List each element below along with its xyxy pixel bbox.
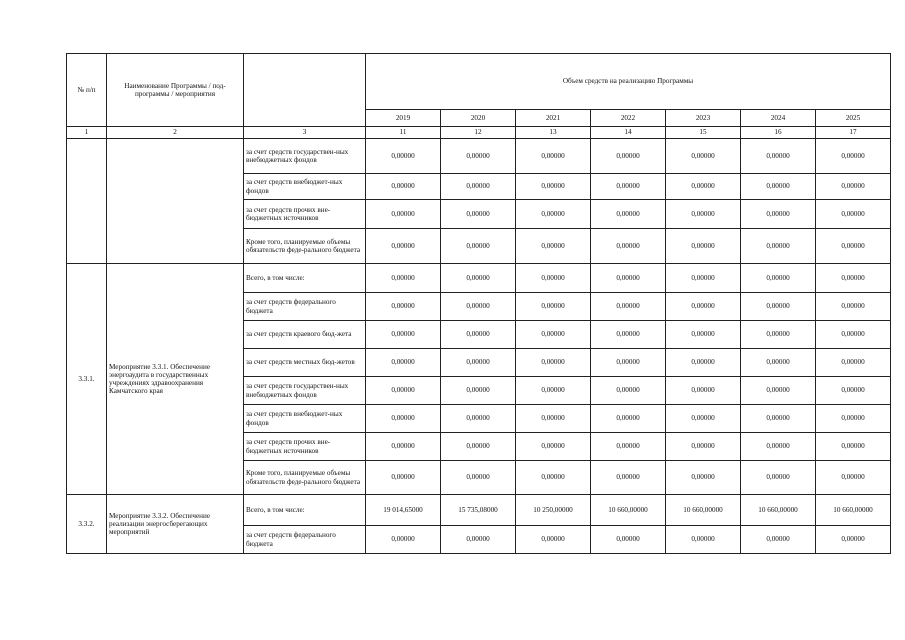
value-cell: 0,00000: [441, 229, 516, 264]
measure-number: 3.3.1.: [67, 264, 107, 495]
value-cell: 0,00000: [666, 526, 741, 554]
value-cell: 0,00000: [441, 321, 516, 349]
measure-name: Мероприятие 3.3.2. Обеспечение реализации энергосберегающих мероприятий: [107, 495, 244, 554]
value-cell: 0,00000: [441, 349, 516, 377]
value-cell: 0,00000: [591, 433, 666, 461]
value-cell: 0,00000: [441, 139, 516, 174]
value-cell: 0,00000: [591, 321, 666, 349]
value-cell: 0,00000: [591, 377, 666, 405]
source-label: Кроме того, планируемые объемы обязательств феде-рального бюджета: [244, 229, 366, 264]
source-label: за счет средств внебюджет-ных фондов: [244, 405, 366, 433]
value-cell: 0,00000: [741, 405, 816, 433]
value-cell: 0,00000: [666, 174, 741, 200]
value-cell: 0,00000: [666, 349, 741, 377]
col-header-number: № п/п: [67, 54, 107, 127]
value-cell: 0,00000: [366, 377, 441, 405]
value-cell: 0,00000: [741, 526, 816, 554]
value-cell: 0,00000: [816, 349, 891, 377]
value-cell: 0,00000: [741, 433, 816, 461]
value-cell: 0,00000: [366, 229, 441, 264]
value-cell: 0,00000: [741, 229, 816, 264]
source-label: Всего, в том числе:: [244, 264, 366, 293]
value-cell: 0,00000: [516, 264, 591, 293]
index-row: [67, 127, 891, 139]
value-cell: 0,00000: [816, 377, 891, 405]
value-cell: 0,00000: [816, 526, 891, 554]
year-header: 2020: [441, 110, 516, 127]
value-cell: 0,00000: [366, 174, 441, 200]
source-label: за счет средств федерального бюджета: [244, 293, 366, 321]
index-cell: 3: [244, 127, 366, 139]
value-cell: 0,00000: [366, 264, 441, 293]
value-cell: 0,00000: [591, 405, 666, 433]
value-cell: 0,00000: [516, 139, 591, 174]
source-label: за счет средств прочих вне-бюджетных источников: [244, 433, 366, 461]
value-cell: 0,00000: [741, 200, 816, 229]
value-cell: 0,00000: [441, 264, 516, 293]
index-cell: 12: [441, 127, 516, 139]
value-cell: 0,00000: [516, 200, 591, 229]
value-cell: 0,00000: [741, 139, 816, 174]
value-cell: 0,00000: [591, 229, 666, 264]
value-cell: 0,00000: [441, 293, 516, 321]
index-cell: 1: [67, 127, 107, 139]
value-cell: 0,00000: [591, 139, 666, 174]
value-cell: 0,00000: [741, 174, 816, 200]
year-header: 2022: [591, 110, 666, 127]
value-cell: 0,00000: [741, 377, 816, 405]
value-cell: 0,00000: [516, 349, 591, 377]
source-label: за счет средств прочих вне-бюджетных источников: [244, 200, 366, 229]
source-label: за счет средств государствен-ных внебюджетных фондов: [244, 139, 366, 174]
value-cell: 0,00000: [366, 200, 441, 229]
value-cell: 0,00000: [516, 461, 591, 495]
value-cell: 0,00000: [366, 293, 441, 321]
value-cell: 0,00000: [666, 139, 741, 174]
year-header: 2024: [741, 110, 816, 127]
index-cell: 11: [366, 127, 441, 139]
value-cell: 0,00000: [666, 433, 741, 461]
value-cell: 0,00000: [666, 377, 741, 405]
value-cell: 0,00000: [741, 461, 816, 495]
value-cell: 0,00000: [591, 349, 666, 377]
value-cell: 0,00000: [516, 293, 591, 321]
value-cell: 0,00000: [816, 321, 891, 349]
index-cell: 16: [741, 127, 816, 139]
index-cell: 17: [816, 127, 891, 139]
value-cell: 0,00000: [441, 200, 516, 229]
source-label: за счет средств внебюджет-ных фондов: [244, 174, 366, 200]
value-cell: 0,00000: [816, 229, 891, 264]
value-cell: 0,00000: [516, 526, 591, 554]
value-cell: 0,00000: [666, 293, 741, 321]
value-cell: 10 660,00000: [816, 495, 891, 526]
value-cell: 0,00000: [666, 321, 741, 349]
value-cell: 0,00000: [741, 349, 816, 377]
value-cell: 0,00000: [366, 139, 441, 174]
cell-number-empty: [67, 139, 107, 264]
value-cell: 10 660,00000: [666, 495, 741, 526]
value-cell: 0,00000: [366, 461, 441, 495]
source-label: Всего, в том числе:: [244, 495, 366, 526]
value-cell: 0,00000: [516, 433, 591, 461]
value-cell: 0,00000: [366, 349, 441, 377]
table-row: [67, 495, 891, 526]
value-cell: 0,00000: [816, 433, 891, 461]
value-cell: 10 660,00000: [741, 495, 816, 526]
year-header: 2025: [816, 110, 891, 127]
value-cell: 0,00000: [666, 461, 741, 495]
year-header: 2019: [366, 110, 441, 127]
table-row: [67, 139, 891, 174]
index-cell: 14: [591, 127, 666, 139]
value-cell: 0,00000: [816, 200, 891, 229]
year-header: 2023: [666, 110, 741, 127]
value-cell: 0,00000: [666, 264, 741, 293]
value-cell: 0,00000: [516, 405, 591, 433]
value-cell: 0,00000: [591, 174, 666, 200]
source-label: за счет средств федерального бюджета: [244, 526, 366, 554]
value-cell: 0,00000: [366, 433, 441, 461]
value-cell: 0,00000: [666, 405, 741, 433]
table-row: [67, 264, 891, 293]
source-label: за счет средств государствен-ных внебюджетных фондов: [244, 377, 366, 405]
index-cell: 15: [666, 127, 741, 139]
value-cell: 10 660,00000: [591, 495, 666, 526]
value-cell: 10 250,00000: [516, 495, 591, 526]
value-cell: 0,00000: [516, 321, 591, 349]
value-cell: 0,00000: [816, 405, 891, 433]
col-header-volume: Объем средств на реализацию Программы: [366, 54, 891, 110]
value-cell: 19 014,65000: [366, 495, 441, 526]
index-cell: 13: [516, 127, 591, 139]
col-header-name: Наименование Программы / под-программы / мероприятия: [107, 54, 244, 127]
source-label: Кроме того, планируемые объемы обязательств феде-рального бюджета: [244, 461, 366, 495]
value-cell: 0,00000: [741, 264, 816, 293]
value-cell: 0,00000: [591, 293, 666, 321]
value-cell: 0,00000: [516, 377, 591, 405]
value-cell: 0,00000: [441, 461, 516, 495]
measure-number: 3.3.2.: [67, 495, 107, 554]
value-cell: 0,00000: [591, 526, 666, 554]
value-cell: 0,00000: [366, 405, 441, 433]
value-cell: 0,00000: [441, 174, 516, 200]
value-cell: 0,00000: [516, 229, 591, 264]
value-cell: 0,00000: [741, 293, 816, 321]
value-cell: 0,00000: [816, 461, 891, 495]
index-cell: 2: [107, 127, 244, 139]
value-cell: 0,00000: [816, 174, 891, 200]
cell-name-empty: [107, 139, 244, 264]
value-cell: 0,00000: [591, 200, 666, 229]
source-label: за счет средств краевого бюд-жета: [244, 321, 366, 349]
value-cell: 0,00000: [816, 293, 891, 321]
value-cell: 0,00000: [591, 461, 666, 495]
measure-name: Мероприятие 3.3.1. Обеспечение энергоаудита в государственных учреждениях здравоохранения Камчатского края: [107, 264, 244, 495]
value-cell: 0,00000: [441, 433, 516, 461]
value-cell: 0,00000: [441, 377, 516, 405]
value-cell: 0,00000: [666, 200, 741, 229]
value-cell: 0,00000: [591, 264, 666, 293]
col-header-source: [244, 54, 366, 127]
value-cell: 0,00000: [741, 321, 816, 349]
value-cell: 0,00000: [666, 229, 741, 264]
value-cell: 0,00000: [816, 264, 891, 293]
value-cell: 0,00000: [441, 526, 516, 554]
value-cell: 15 735,08000: [441, 495, 516, 526]
value-cell: 0,00000: [366, 321, 441, 349]
value-cell: 0,00000: [516, 174, 591, 200]
program-funding-table: [66, 53, 891, 554]
value-cell: 0,00000: [366, 526, 441, 554]
value-cell: 0,00000: [816, 139, 891, 174]
source-label: за счет средств местных бюд-жетов: [244, 349, 366, 377]
year-header: 2021: [516, 110, 591, 127]
value-cell: 0,00000: [441, 405, 516, 433]
